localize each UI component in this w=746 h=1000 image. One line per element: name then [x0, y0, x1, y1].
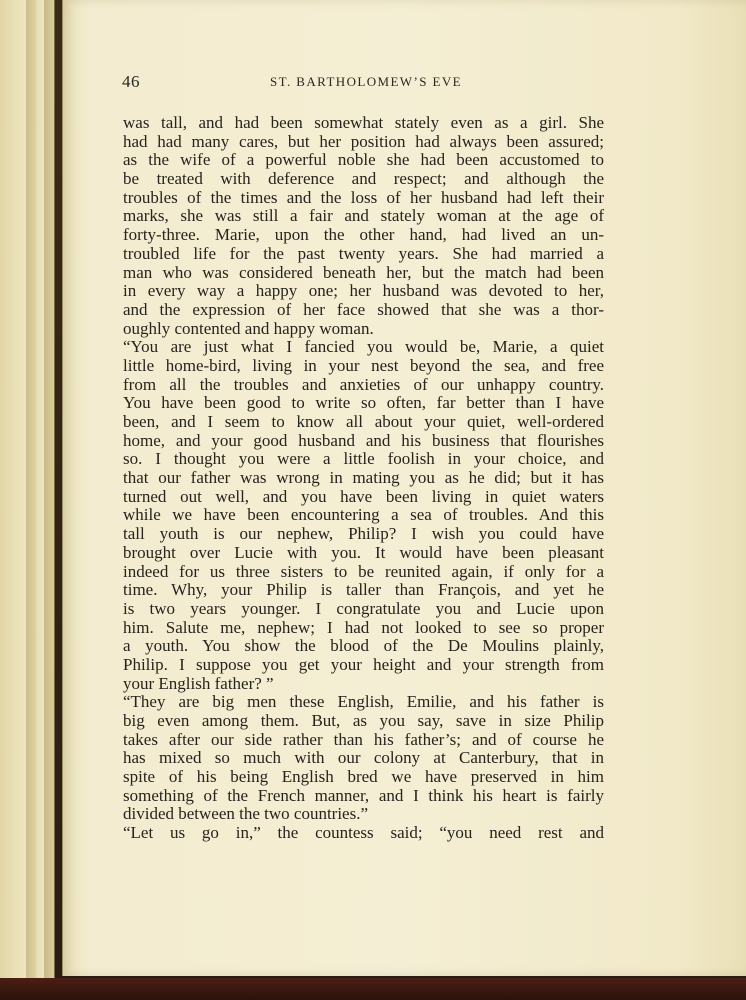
- text-line: turned out well, and you have been living in quiet waters: [123, 486, 604, 506]
- text-line: indeed for us three sisters to be reunited again, if only for a: [123, 561, 604, 581]
- text-line: brought over Lucie with you. It would have been pleasant: [123, 542, 604, 562]
- text-line: troubled life for the past twenty years. She had married a: [123, 243, 604, 263]
- text-line: a youth. You show the blood of the De Moulins plainly,: [123, 636, 604, 656]
- text-line: marks, she was still a fair and stately woman at the age of: [123, 206, 604, 226]
- text-line: that our father was wrong in mating you as he did; but it has: [123, 468, 604, 488]
- text-line: “They are big men these English, Emilie, and his father is: [123, 692, 604, 712]
- text-line: something of the French manner, and I think his heart is fairly: [123, 785, 604, 805]
- page-edge: [44, 0, 55, 982]
- text-line: man who was considered beneath her, but the match had been: [123, 262, 604, 282]
- text-line: spite of his being English bred we have preserved in him: [123, 767, 604, 787]
- text-line: little home-bird, living in your nest beyond the sea, and free: [123, 355, 604, 375]
- text-line: big even among them. But, as you say, save in size Philip: [123, 711, 604, 730]
- page-number: 46: [122, 72, 140, 91]
- text-line: divided between the two countries.”: [123, 804, 369, 824]
- text-line: “You are just what I fancied you would be, Marie, a quiet: [123, 337, 604, 357]
- text-line: had had many cares, but her position had always been assured;: [123, 131, 604, 151]
- text-line: Philip. I suppose you get your height and your strength from: [123, 654, 604, 674]
- page-header: [122, 72, 674, 96]
- text-line: oughly contented and happy woman.: [123, 318, 374, 338]
- text-line: takes after our side rather than his father’s; and of course he: [123, 729, 604, 749]
- text-line: been, and I seem to know all about your quiet, well-ordered: [123, 412, 604, 431]
- body-text: [123, 114, 604, 843]
- text-line: while we have been encountering a sea of troubles. And this: [123, 505, 604, 525]
- text-line: be treated with deference and respect; and although the: [123, 169, 604, 189]
- text-line: time. Why, your Philip is taller than François, and yet he: [123, 580, 604, 600]
- text-line: home, and your good husband and his business that flourishes: [123, 430, 604, 450]
- text-line: your English father? ”: [123, 673, 274, 693]
- text-line: so. I thought you were a little foolish in your choice, and: [123, 449, 604, 469]
- text-line: and the expression of her face showed that she was a thor-: [123, 299, 604, 319]
- text-line: from all the troubles and anxieties of our unhappy country.: [123, 374, 604, 394]
- text-line: troubles of the times and the loss of her husband had left their: [123, 187, 604, 207]
- text-line: him. Salute me, nephew; I had not looked to see so proper: [123, 617, 604, 637]
- text-line: tall youth is our nephew, Philip? I wish you could have: [123, 524, 604, 544]
- page-edge: [0, 0, 27, 982]
- text-line: You have been good to write so often, far better than I have: [123, 393, 604, 413]
- book-cover-edge: [0, 978, 746, 1000]
- running-head: ST. BARTHOLOMEW’S EVE: [270, 74, 462, 89]
- text-line: “Let us go in,” the countess said; “you need rest and: [123, 823, 604, 843]
- text-line: was tall, and had been somewhat stately even as a girl. She: [123, 113, 604, 132]
- text-line: has mixed so much with our colony at Canterbury, that in: [123, 748, 604, 768]
- text-line: as the wife of a powerful noble she had been accustomed to: [123, 150, 604, 170]
- text-line: is two years younger. I congratulate you and Lucie upon: [123, 598, 604, 618]
- text-line: forty-three. Marie, upon the other hand, had lived an un-: [123, 225, 604, 245]
- text-line: in every way a happy one; her husband was devoted to her,: [123, 281, 604, 301]
